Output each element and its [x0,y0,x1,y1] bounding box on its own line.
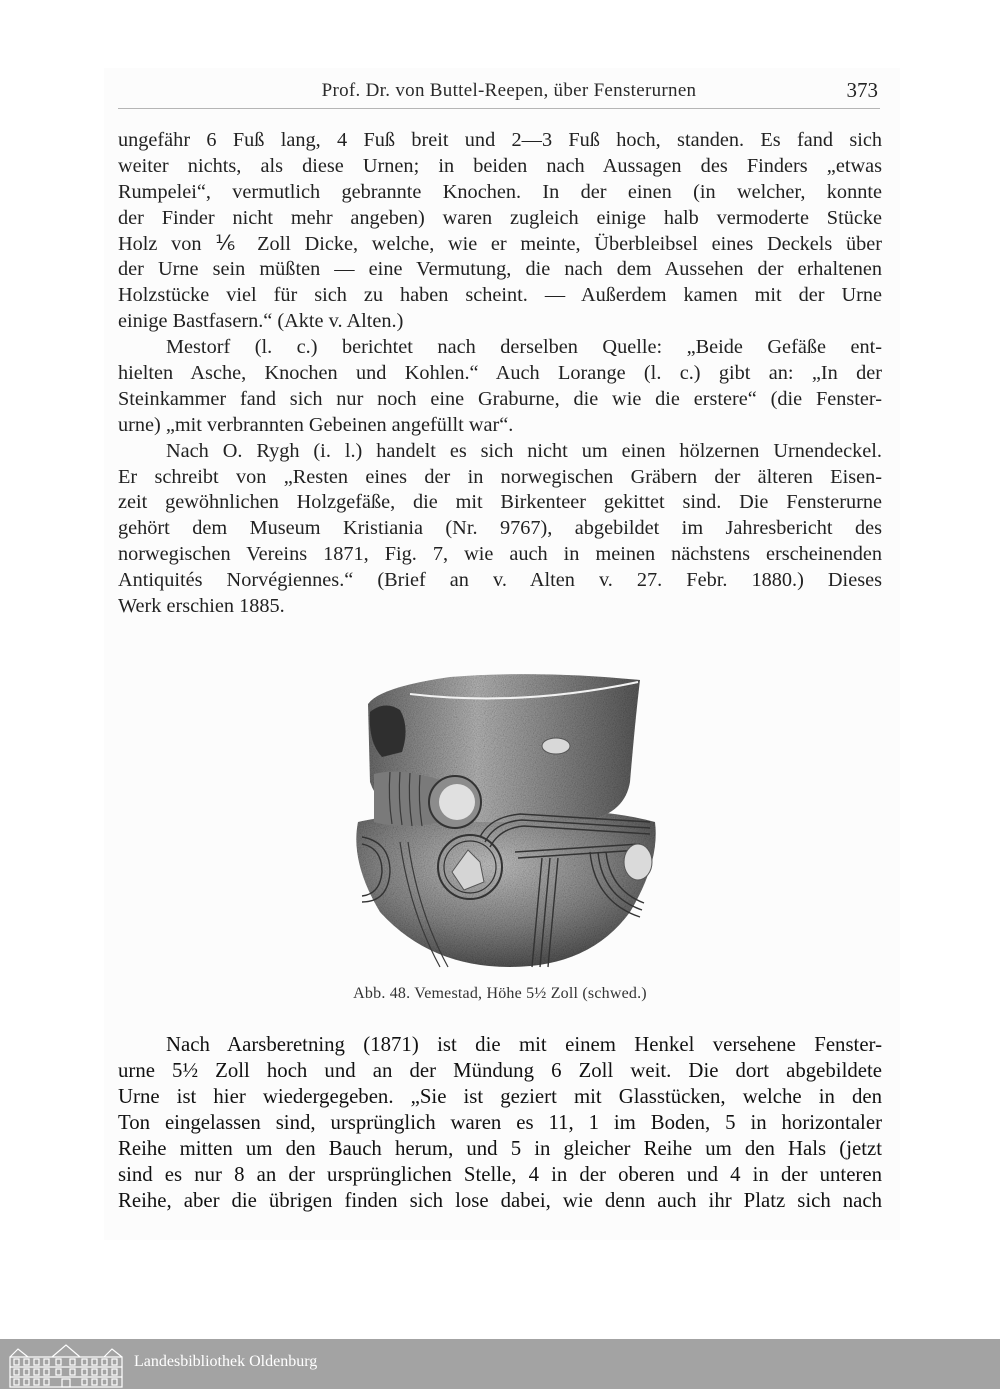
text-line: der Urne sein müßten — eine Vermutung, die nach dem Aussehen der erhaltenen [118,258,882,281]
body-text-top [118,128,882,620]
glass-inlay [542,738,570,754]
page-number: 373 [846,78,878,102]
text-line: Holzstücke viel für sich zu haben scheint. — Außerdem kamen mit der Urne [118,284,882,307]
text-line: Werk erschien 1885. [118,595,285,618]
text-line: Mestorf (l. c.) berichtet nach derselben Quelle: „Beide Gefäße ent- [166,336,882,359]
library-building-icon [8,1343,124,1389]
urn-illustration [340,662,680,972]
text-line: urne) „mit verbrannten Gebeinen angefüllt war“. [118,413,514,436]
footer-bar [0,1339,1000,1389]
urn-drawing [340,662,680,972]
text-line: sind es nur 8 an der ursprünglichen Stelle, 4 in der oberen und 4 in der unteren [118,1163,882,1186]
library-name: Landesbibliothek Oldenburg [134,1353,318,1370]
body-text-bottom [118,1032,882,1214]
text-line: Er schreibt von „Resten eines der in norwegischen Gräbern der älteren Eisen- [118,465,882,488]
running-head [118,78,880,106]
text-line: Antiquités Norvégiennes.“ (Brief an v. Alten v. 27. Febr. 1880.) Dieses [118,569,882,592]
text-line: Nach O. Rygh (i. l.) handelt es sich nicht um einen hölzernen Urnendeckel. [166,439,882,462]
header-rule [118,108,880,109]
text-line: hielten Asche, Knochen und Kohlen.“ Auch Lorange (l. c.) gibt an: „In der [118,362,882,385]
text-line: der Finder nicht mehr angeben) waren zugleich einige halb vermoderte Stücke [118,206,882,229]
running-title: Prof. Dr. von Buttel-Reepen, über Fensterurnen [321,80,697,101]
text-line: norwegischen Vereins 1871, Fig. 7, wie auch in meinen nächstens erscheinenden [118,543,882,566]
text-line: zeit gewöhnlichen Holzgefäße, die mit Birkenteer gekittet sind. Die Fensterurne [118,491,882,514]
text-line: Holz von ⅙ Zoll Dicke, welche, wie er meinte, Überbleibsel eines Deckels über [118,232,882,255]
text-line: Steinkammer fand sich nur noch eine Graburne, die wie die erstere“ (die Fenster- [118,387,882,410]
figure-caption: Abb. 48. Vemestad, Höhe 5½ Zoll (schwed.) [353,985,647,1002]
text-line: weiter nichts, als diese Urnen; in beiden nach Aussagen des Finders „etwas [118,154,882,177]
glass-inlay [624,844,652,880]
text-line: Reihe mitten um den Bauch herum, und 5 in gleicher Reihe um den Hals (jetzt [118,1137,882,1160]
text-line: Urne ist hier wiedergegeben. „Sie ist geziert mit Glasstücken, welche in den [118,1085,882,1108]
text-line: urne 5½ Zoll hoch und an der Mündung 6 Zoll weit. Die dort abgebildete [118,1059,882,1082]
text-line: ungefähr 6 Fuß lang, 4 Fuß breit und 2—3 Fuß hoch, standen. Es fand sich [118,129,882,151]
text-line: Reihe, aber die übrigen finden sich lose dabei, wie denn auch ihr Platz sich nach [118,1189,882,1212]
text-line: Ton eingelassen sind, ursprünglich waren es 11, 1 im Boden, 5 in horizontaler [118,1111,882,1134]
text-line: Nach Aarsberetning (1871) ist die mit einem Henkel versehene Fenster- [166,1033,882,1056]
text-line: gehört dem Museum Kristiania (Nr. 9767), abgebildet im Jahresbericht des [118,517,882,540]
text-line: Rumpelei“, vermutlich gebrannte Knochen. In der einen (in welcher, konnte [118,180,882,203]
text-line: einige Bastfasern.“ (Akte v. Alten.) [118,310,404,333]
